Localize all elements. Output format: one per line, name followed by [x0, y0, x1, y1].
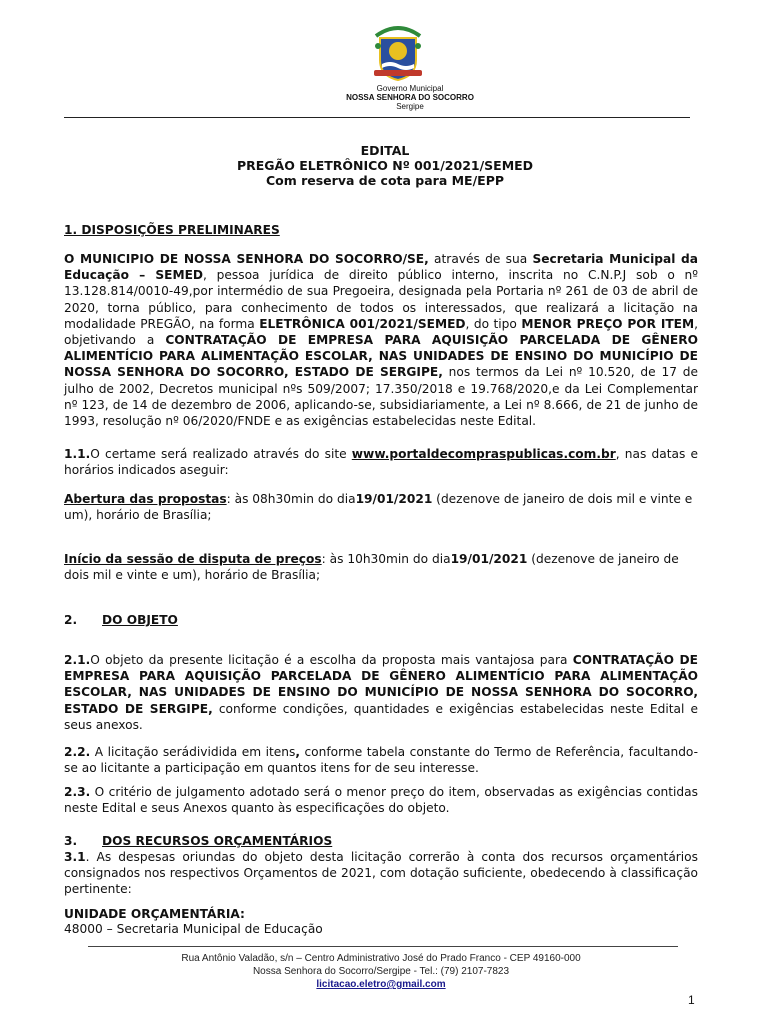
text-span: , [295, 745, 300, 759]
inicio-paragraph [64, 551, 698, 583]
abertura-paragraph [64, 491, 698, 523]
footer-city-phone: Nossa Senhora do Socorro/Sergipe - Tel.: (79) 2107-7823 [252, 966, 510, 977]
section-title: DO OBJETO [102, 613, 178, 627]
text-objeto: CONTRATAÇÃO DE EMPRESA PARA AQUISIÇÃO PARCELADA DE GÊNERO ALIMENTÍCIO PARA ALIMENTAÇÃO ESCOLAR, NAS UNIDADES DE ENSINO DO MUNICÍPIO DE NOSSA SENHORA DO SOCORRO, ESTADO DE SERGIPE, [64, 653, 698, 716]
header-government: Governo Municipal [376, 84, 444, 93]
header-municipality: NOSSA SENHORA DO SOCORRO [346, 93, 474, 102]
item-number: 1.1. [64, 447, 91, 461]
section-number: 3. [64, 834, 78, 848]
footer-address: Rua Antônio Valadão, s/n – Centro Administrativo José do Prado Franco - CEP 49160-000 [181, 953, 581, 964]
text-span: , nas datas e horários indicados aseguir: [64, 447, 698, 478]
text-secretaria: Secretaria Municipal da Educação – SEMED [64, 252, 698, 283]
item-number: 2.3. [64, 785, 91, 799]
text-span: conforme tabela constante do Termo de Referência, facultando-se ao licitante a participação em quantos itens for de seu interesse. [64, 745, 699, 776]
section-title: DOS RECURSOS ORÇAMENTÁRIOS [102, 834, 333, 848]
paragraph-2-3 [64, 784, 698, 816]
text-span: : às 08h30min do dia [226, 492, 356, 506]
text-tipo: MENOR PREÇO POR ITEM [521, 316, 695, 331]
municipal-coat-of-arms-icon [368, 18, 428, 84]
doc-quota-note: Com reserva de cota para ME/EPP [265, 173, 505, 188]
text-span: , objetivando a [64, 316, 699, 348]
paragraph-2-1 [64, 652, 698, 733]
text-span: O certame será realizado através do site [90, 447, 352, 461]
text-span: , pessoa jurídica de direito público interno, inscrita no C.N.P.J sob o nº 13.128.814/0010-49,por intermédio de sua Pregoeira, designada pela Portaria nº 261 de 03 de abril de 2020, torna público, para conhecimento de todos os interessados, que realizará a licitação na modalidade PREGÃO, na forma [64, 268, 698, 331]
text-objeto: CONTRATAÇÃO DE EMPRESA PARA AQUISIÇÃO PARCELADA DE GÊNERO ALIMENTÍCIO PARA ALIMENTAÇÃO ESCOLAR, NAS UNIDADES DE ENSINO DO MUNICÍPIO DE NOSSA SENHORA DO SOCORRO, ESTADO DE SERGIPE, [64, 333, 698, 380]
section-number: 2. [64, 613, 78, 627]
item-number: 2.1. [64, 653, 91, 667]
text-span: O critério de julgamento adotado será o menor preço do item, observadas as exigências contidas neste Edital e seus Anexos quanto às especificações do objeto. [64, 785, 698, 816]
text-span: (dezenove de janeiro de dois mil e vinte e um), horário de Brasília; [64, 552, 679, 583]
portal-link[interactable]: www.portaldecompraspublicas.com.br [351, 447, 616, 461]
text-span: conforme condições, quantidades e exigências estabelecidas neste Edital e seus anexos. [64, 701, 698, 732]
text-span: . As despesas oriundas do objeto desta licitação correrão à conta dos recursos orçamentários consignados nos respectivos Orçamentos de 2021, com dotação suficiente, obedecendo à classificação pertinente: [64, 850, 698, 897]
text-municipio: O MUNICIPIO DE NOSSA SENHORA DO SOCORRO/SE, [64, 252, 429, 266]
doc-title: EDITAL [360, 143, 410, 158]
section2-heading [64, 612, 698, 628]
unidade-label: UNIDADE ORÇAMENTÁRIA: [64, 907, 245, 921]
section1-intro-paragraph [64, 251, 698, 429]
text-span: através de sua [428, 252, 533, 266]
header-state: Sergipe [396, 102, 424, 111]
text-modalidade: ELETRÔNICA 001/2021/SEMED [259, 316, 466, 331]
footer-divider [88, 946, 678, 947]
footer-email-link[interactable]: licitacao.eletro@gmail.com [316, 979, 446, 990]
section3-heading [64, 833, 698, 849]
abertura-date: 19/01/2021 [355, 492, 433, 506]
page-number: 1 [688, 993, 695, 1007]
unidade-value: 48000 – Secretaria Municipal de Educação [64, 922, 323, 936]
text-span: : às 10h30min do dia [321, 552, 451, 566]
header-divider [64, 117, 690, 118]
inicio-date: 19/01/2021 [450, 552, 528, 566]
text-span: (dezenove de janeiro de dois mil e vinte e um), horário de Brasília; [64, 492, 693, 523]
text-span: , do tipo [465, 316, 522, 331]
text-span: nos termos da Lei nº 10.520, de 17 de julho de 2002, Decretos municipal nºs 509/2007; 17.350/2018 e 19.768/2020,e da Lei Complementar nº 123, de 14 de dezembro de 2006, aplicando-se, subsidiariamente, a Lei nº 8.666, de 21 de junho de 1993, resolução nº 06/2020/FNDE e as exigências estabelecidas neste Edital. [64, 365, 698, 429]
inicio-label: Início da sessão de disputa de preços [64, 552, 322, 566]
text-span: O objeto da presente licitação é a escolha da proposta mais vantajosa para [90, 653, 573, 667]
paragraph-2-2 [64, 744, 698, 776]
item-number: 3.1 [64, 850, 86, 864]
paragraph-1-1 [64, 446, 698, 478]
paragraph-3-1 [64, 849, 698, 898]
abertura-label: Abertura das propostas [64, 492, 227, 506]
section1-heading: 1. DISPOSIÇÕES PRELIMINARES [64, 223, 280, 237]
text-span: A licitação serádividida em itens [90, 745, 296, 759]
doc-subtitle: PREGÃO ELETRÔNICO Nº 001/2021/SEMED [236, 158, 534, 173]
item-number: 2.2. [64, 745, 91, 759]
